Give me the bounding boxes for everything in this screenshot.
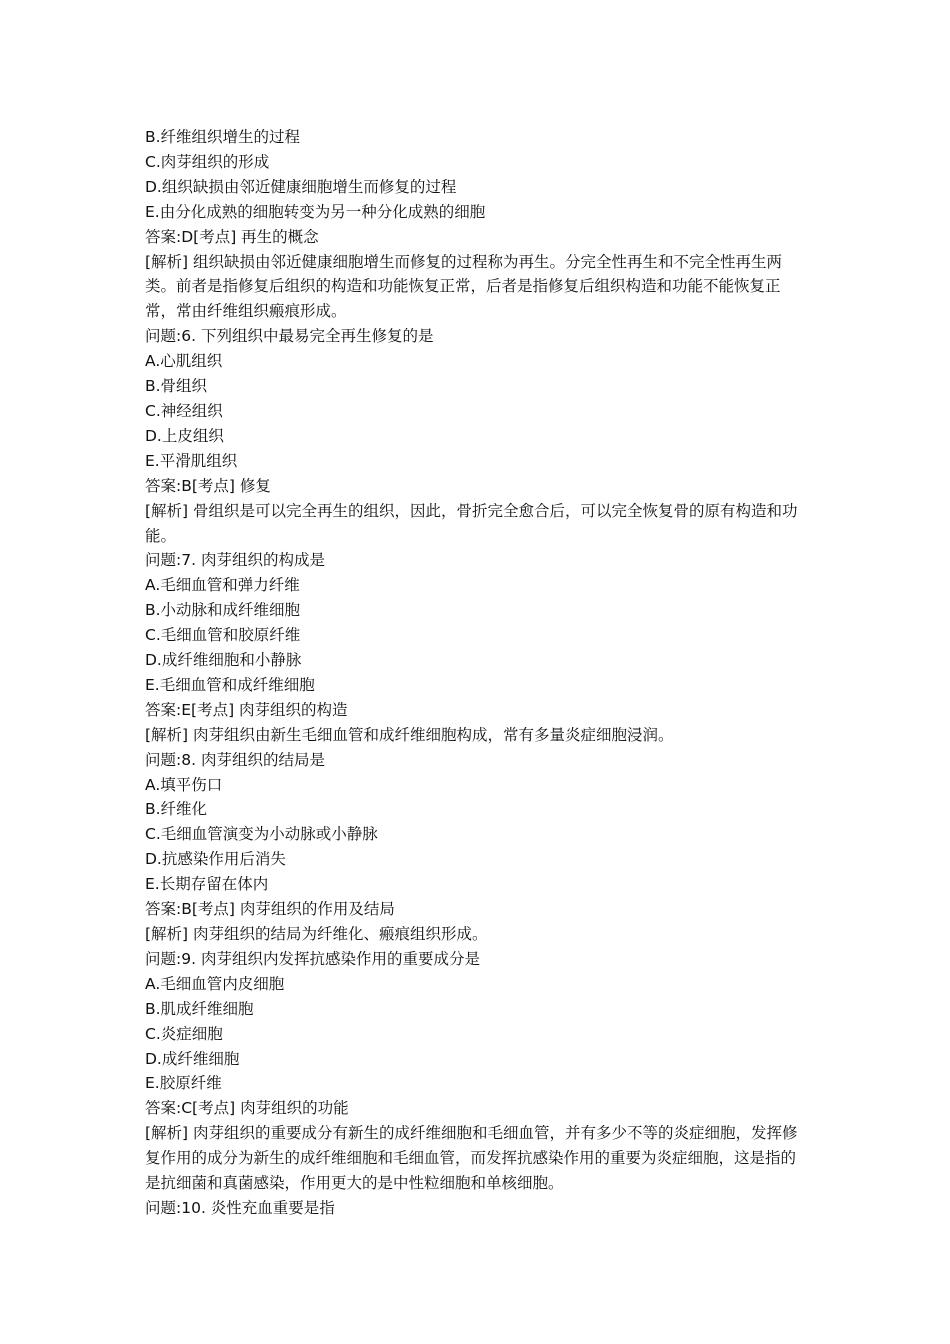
option-b: B.小动脉和成纤维细胞 bbox=[145, 601, 301, 620]
option-e: E.由分化成熟的细胞转变为另一种分化成熟的细胞 bbox=[145, 202, 486, 221]
option-d: D.成纤维细胞 bbox=[145, 1049, 240, 1068]
option-b: B.纤维化 bbox=[145, 800, 208, 819]
option-b: B.骨组织 bbox=[145, 377, 208, 396]
option-e: E.平滑肌组织 bbox=[145, 451, 238, 470]
option-a: A.毛细血管内皮细胞 bbox=[145, 974, 285, 993]
question-6: 问题:6. 下列组织中最易完全再生修复的是 bbox=[145, 327, 434, 346]
option-c: C.神经组织 bbox=[145, 401, 223, 420]
question-8: 问题:8. 肉芽组织的结局是 bbox=[145, 750, 325, 769]
question-9: 问题:9. 肉芽组织内发挥抗感染作用的重要成分是 bbox=[145, 949, 480, 968]
option-d: D.成纤维细胞和小静脉 bbox=[145, 651, 302, 670]
question-10: 问题:10. 炎性充血重要是指 bbox=[145, 1198, 335, 1217]
question-7: 问题:7. 肉芽组织的构成是 bbox=[145, 551, 325, 570]
option-e: E.长期存留在体内 bbox=[145, 875, 269, 894]
option-c: C.毛细血管和胶原纤维 bbox=[145, 626, 301, 645]
explanation: [解析] 组织缺损由邻近健康细胞增生而修复的过程称为再生。分完全性再生和不完全性再生两类。前者是指修复后组织的构造和功能恢复正常，后者是指修复后组织构造和功能不能恢复正常，常由纤维组织瘢痕形成。 bbox=[145, 252, 783, 321]
answer: 答案:B[考点] 肉芽组织的作用及结局 bbox=[145, 900, 395, 919]
option-e: E.胶原纤维 bbox=[145, 1074, 222, 1093]
option-b: B.纤维组织增生的过程 bbox=[145, 128, 301, 146]
option-c: C.炎症细胞 bbox=[145, 1024, 223, 1043]
option-a: A.心肌组织 bbox=[145, 352, 223, 371]
option-c: C.毛细血管演变为小动脉或小静脉 bbox=[145, 825, 378, 844]
answer: 答案:B[考点] 修复 bbox=[145, 476, 271, 495]
option-d: D.抗感染作用后消失 bbox=[145, 850, 286, 869]
option-a: A.填平伤口 bbox=[145, 775, 223, 794]
answer: 答案:E[考点] 肉芽组织的构造 bbox=[145, 700, 348, 719]
explanation: [解析] 肉芽组织由新生毛细血管和成纤维细胞构成，常有多量炎症细胞浸润。 bbox=[145, 725, 674, 744]
option-d: D.组织缺损由邻近健康细胞增生而修复的过程 bbox=[145, 177, 457, 196]
option-d: D.上皮组织 bbox=[145, 426, 224, 445]
explanation: [解析] 肉芽组织的结局为纤维化、瘢痕组织形成。 bbox=[145, 925, 488, 943]
option-e: E.毛细血管和成纤维细胞 bbox=[145, 675, 315, 694]
option-b: B.肌成纤维细胞 bbox=[145, 999, 254, 1018]
option-a: A.毛细血管和弹力纤维 bbox=[145, 576, 300, 595]
answer: 答案:D[考点] 再生的概念 bbox=[145, 227, 319, 246]
option-c: C.肉芽组织的形成 bbox=[145, 152, 270, 171]
explanation: [解析] 肉芽组织的重要成分有新生的成纤维细胞和毛细血管，并有多少不等的炎症细胞，发挥修复作用的成分为新生的成纤维细胞和毛细血管，而发挥抗感染作用的重要为炎症细胞，这是指的是抗细菌和真菌感染，作用更大的是中性粒细胞和单核细胞。 bbox=[145, 1124, 798, 1193]
document-page bbox=[145, 125, 810, 1221]
answer: 答案:C[考点] 肉芽组织的功能 bbox=[145, 1099, 349, 1118]
explanation: [解析] 骨组织是可以完全再生的组织，因此，骨折完全愈合后，可以完全恢复骨的原有构造和功能。 bbox=[145, 501, 798, 545]
